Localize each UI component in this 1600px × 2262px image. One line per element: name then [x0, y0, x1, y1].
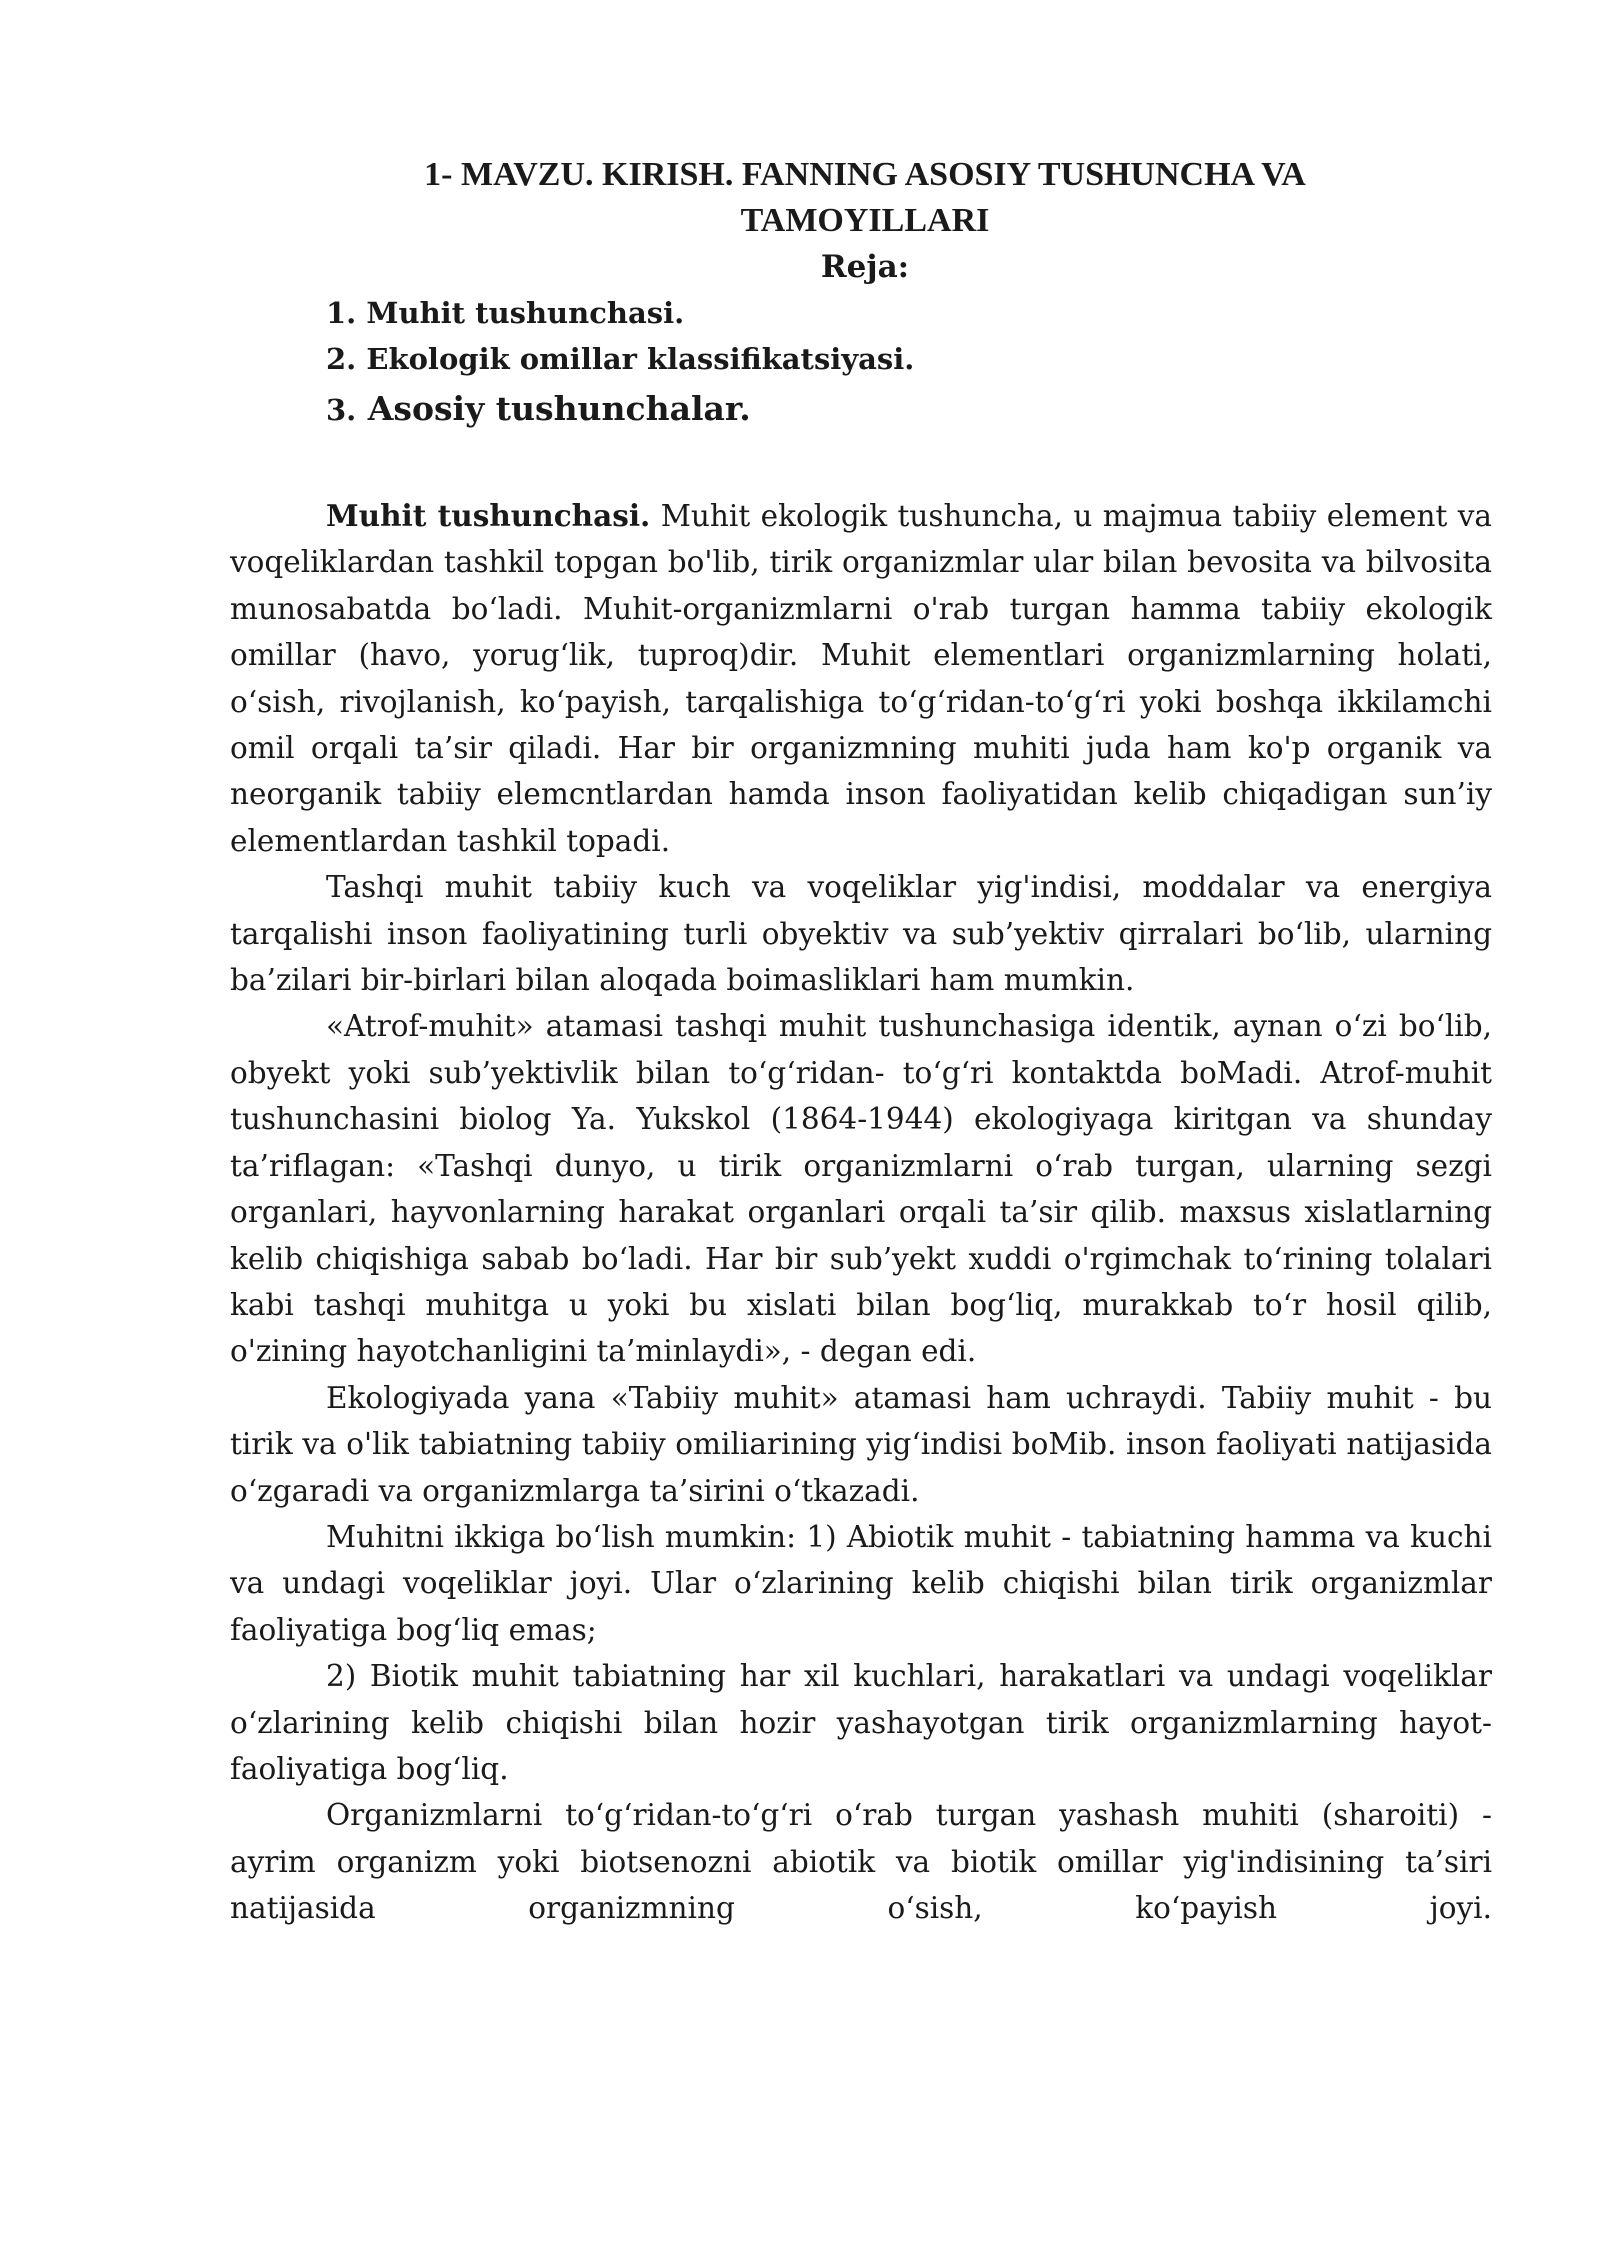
plan-heading: Reja: [820, 249, 910, 285]
paragraph-text: 2) Biotik muhit tabiatning har xil kuchlari, harakatlari va undagi voqeliklar o‘zlarining kelib chiqishi bilan hozir yashayotgan tirik organizmlarning hayot-faoliyatiga bog‘liq. [230, 1659, 1492, 1786]
plan-item [326, 290, 914, 336]
paragraph [230, 1003, 1492, 1374]
plan-item [326, 384, 914, 435]
paragraph [230, 864, 1492, 1003]
plan-item-text: Asosiy tushunchalar. [367, 389, 751, 428]
plan-item-number: 1. [326, 296, 357, 330]
plan-item-number: 3. [326, 393, 357, 427]
paragraph-lead: Muhit tushunchasi. [326, 498, 651, 533]
plan-list [326, 290, 914, 435]
body-text [230, 493, 1492, 1932]
paragraph-text: Muhit ekologik tushuncha, u majmua tabiiy element va voqeliklardan tashkil topgan bo'lib, tirik organizmlar ular bilan bevosita va bilvosita munosabatda bo‘ladi. Muhit-organizmlarni o'rab turgan hamma tabiiy ekologik omillar (havo, yorug‘lik, tuproq)dir. Muhit elementlari organizmlarning holati, o‘sish, rivojlanish, ko‘payish, tarqalishiga to‘g‘ridan-to‘g‘ri yoki boshqa ikkilamchi omil orqali ta’sir qiladi. Har bir organizmning muhiti juda ham ko'p organik va neorganik tabiiy elemcntlardan hamda inson faoliyatidan kelib chiqadigan sun’iy elementlardan tashkil topadi. [230, 499, 1492, 858]
document-title [300, 152, 1430, 244]
plan-item-text: Muhit tushunchasi. [366, 296, 685, 330]
title-line-2: TAMOYILLARI [740, 202, 990, 239]
paragraph-text: Tashqi muhit tabiiy kuch va voqeliklar yig'indisi, moddalar va energiya tarqalishi inson faoliyatining turli obyektiv va sub’yektiv qirralari bo‘lib, ularning ba’zilari bir-birlari bilan aloqada boimasliklari ham mumkin. [230, 870, 1492, 998]
paragraph [230, 1653, 1492, 1792]
paragraph [230, 1375, 1492, 1514]
paragraph [230, 1792, 1492, 1931]
paragraph-text: Ekologiyada yana «Tabiiy muhit» atamasi ham uchraydi. Tabiiy muhit - bu tirik va o'lik tabiatning tabiiy omiliarining yig‘indisi boMib. inson faoliyati natijasida o‘zgaradi va organizmlarga ta’sirini o‘tkazadi. [230, 1380, 1492, 1508]
paragraph [230, 1514, 1492, 1653]
paragraph-text: Organizmlarni to‘g‘ridan-to‘g‘ri o‘rab turgan yashash muhiti (sharoiti) - ayrim organizm yoki biotsenozni abiotik va biotik omillar yig'indisining ta’siri natijasida organizmning o‘sish, ko‘payish joyi. [230, 1798, 1492, 1926]
plan-item-number: 2. [326, 342, 357, 376]
paragraph-text: «Atrof-muhit» atamasi tashqi muhit tushunchasiga identik, aynan o‘zi bo‘lib, obyekt yoki sub’yektivlik bilan to‘g‘ridan- to‘g‘ri kontaktda boMadi. Atrof-muhit tushunchasini biolog Ya. Yukskol (1864-1944) ekologiyaga kiritgan va shunday ta’riflagan: «Tashqi dunyo, u tirik organizmlarni o‘rab turgan, ularning sezgi organlari, hayvonlarning harakat organlari orqali ta’sir qilib. maxsus xislatlarning kelib chiqishiga sabab bo‘ladi. Har bir sub’yekt xuddi o'rgimchak to‘rining tolalari kabi tashqi muhitga u yoki bu xislati bilan bog‘liq, murakkab to‘r hosil qilib, o'zining hayotchanligini ta’minlaydi», - degan edi. [230, 1009, 1492, 1369]
paragraph [230, 493, 1492, 864]
paragraph-text: Muhitni ikkiga bo‘lish mumkin: 1) Abiotik muhit - tabiatning hamma va kuchi va undagi voqeliklar joyi. Ular o‘zlarining kelib chiqishi bilan tirik organizmlar faoliyatiga bog‘liq emas; [230, 1519, 1492, 1647]
plan-item-text: Ekologik omillar klassifikatsiyasi. [366, 342, 915, 376]
plan-item [326, 336, 914, 382]
title-line-1: 1- MAVZU. KIRISH. FANNING ASOSIY TUSHUNCHA VA [424, 156, 1306, 193]
